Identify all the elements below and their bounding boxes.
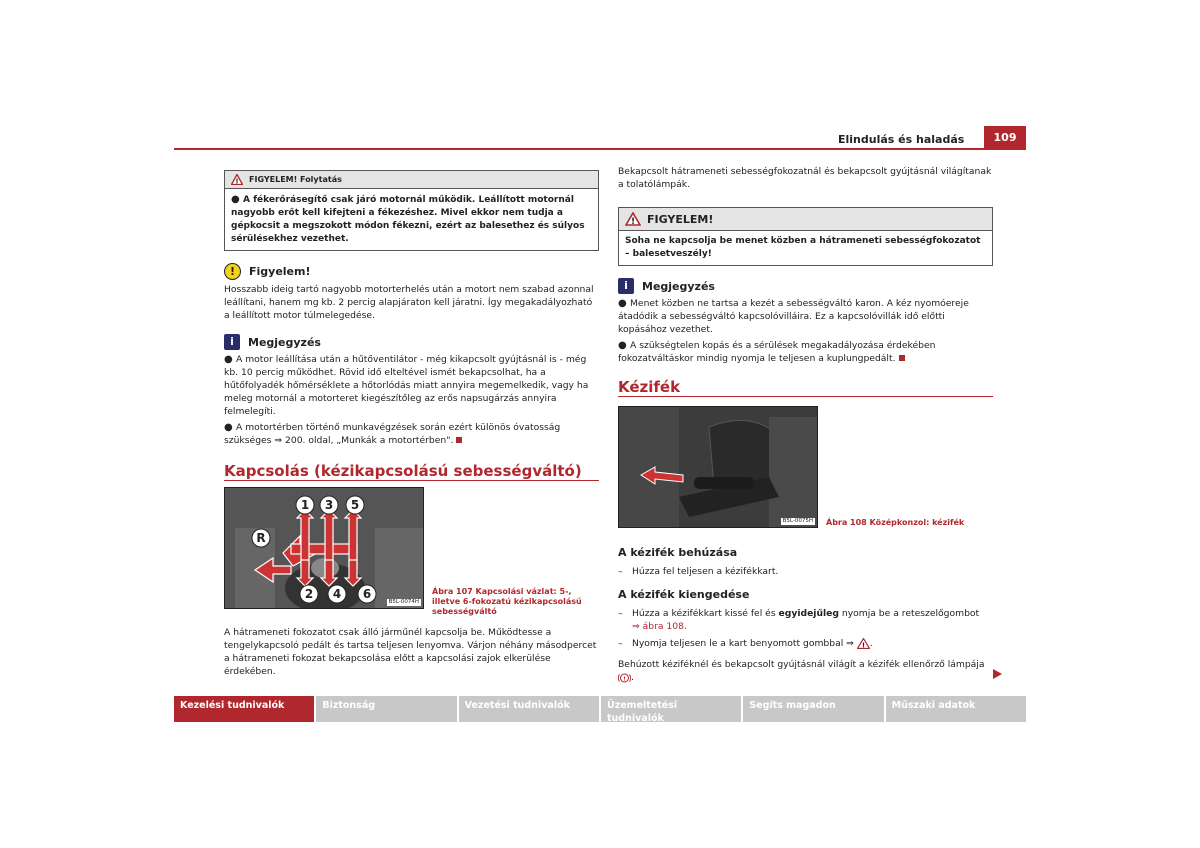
pull-step-1: – Húzza fel teljesen a kézifékkart. bbox=[618, 566, 779, 577]
dash-icon: – bbox=[618, 638, 623, 649]
note-right-bullet-1: ● Menet közben ne tartsa a kezét a sebességváltó karon. A kéz nyomóereje átadódik a sebességváltó kapcsolóvilláira. Ez a kapcsolóvillák idő előtti kopásához vezethet. bbox=[618, 298, 969, 335]
svg-text:!: ! bbox=[235, 177, 239, 185]
note-section-left bbox=[224, 334, 599, 447]
heading-gearshift: Kapcsolás (kézikapcsolású sebességváltó) bbox=[224, 465, 599, 481]
warning-continued-box bbox=[224, 170, 599, 251]
gearshift-paragraph bbox=[224, 626, 599, 681]
dash-icon: – bbox=[618, 566, 623, 577]
left-column bbox=[224, 170, 599, 481]
note-section-right bbox=[618, 278, 993, 365]
warning-continued-title: FIGYELEM! Folytatás bbox=[249, 175, 342, 184]
release-heading: A kézifék kiengedése bbox=[618, 588, 750, 601]
warning-header bbox=[619, 208, 992, 231]
heading-handbrake: Kézifék bbox=[618, 381, 993, 397]
page-number: 109 bbox=[984, 126, 1026, 148]
caution-text: Hosszabb ideig tartó nagyobb motorterhelés után a motort nem szabad azonnal leállítani, hanem mg kb. 2 percig alapjáraton kell járatni. Így megakadályozható a leállított motor túlmelegedése. bbox=[224, 284, 594, 321]
dash-icon: – bbox=[618, 608, 623, 619]
release-step-1: – Húzza a kézifékkart kissé fel és egyidejűleg nyomja be a reteszelőgombot ⇒ ábra 108. bbox=[618, 608, 980, 632]
caution-section bbox=[224, 263, 599, 322]
brake-warning-lamp-icon bbox=[618, 673, 631, 683]
figure-code: B5L-0075H bbox=[782, 518, 813, 524]
handbrake-instructions bbox=[618, 546, 993, 687]
warning-text: Soha ne kapcsolja be menet közben a hátrameneti sebességfokozatot – balesetveszély! bbox=[625, 236, 981, 259]
figure-108-link[interactable]: ⇒ ábra 108. bbox=[632, 621, 687, 632]
caution-icon: ! bbox=[224, 263, 241, 280]
handbrake-illustration bbox=[619, 407, 818, 528]
section-title: Elindulás és haladás bbox=[838, 133, 965, 146]
footer-nav bbox=[174, 696, 1026, 722]
svg-text:!: ! bbox=[630, 217, 636, 226]
bullet-icon: ● bbox=[231, 194, 240, 205]
footer-tab-kezelesi[interactable]: Kezelési tudnivalók bbox=[174, 696, 316, 722]
end-mark-icon bbox=[899, 355, 905, 361]
handbrake-figure bbox=[618, 406, 818, 528]
footer-tab-uzemeltetesi[interactable]: Üzemeltetési tudnivalók bbox=[601, 696, 743, 722]
note-header-right bbox=[618, 278, 993, 294]
figure-107-caption: Ábra 107 Kapcsolási vázlat: 5-, illetve 6-fokozatú kézikapcsolású sebességváltó bbox=[432, 587, 582, 616]
note-title-right: Megjegyzés bbox=[642, 279, 715, 293]
note-left-bullet-2: ● A motortérben történő munkavégzések során ezért különös óvatosság szükséges ⇒ 200. oldal, „Munkák a motortérben". bbox=[224, 422, 561, 446]
warning-continued-header bbox=[225, 171, 598, 189]
warning-triangle-icon[interactable] bbox=[857, 638, 870, 649]
bullet-icon: ● bbox=[224, 354, 233, 365]
svg-text:5: 5 bbox=[350, 498, 360, 512]
svg-text:2: 2 bbox=[304, 587, 314, 601]
note-title-left: Megjegyzés bbox=[248, 335, 321, 349]
warning-continued-text bbox=[225, 189, 598, 250]
note-header-left bbox=[224, 334, 599, 350]
header-rule bbox=[174, 148, 1026, 150]
svg-text:4: 4 bbox=[332, 587, 342, 601]
warning-title: FIGYELEM! bbox=[647, 212, 714, 226]
gear-label-1: 1 bbox=[300, 498, 310, 512]
next-page-arrow-icon[interactable] bbox=[993, 669, 1002, 679]
footer-tab-segits[interactable]: Segíts magadon bbox=[743, 696, 885, 722]
reverse-lights-text: Bekapcsolt hátrameneti sebességfokozatnál és bekapcsolt gyújtásnál világítanak a tolatólámpák. bbox=[618, 166, 992, 190]
warning-box bbox=[618, 207, 993, 266]
release-step-2: – Nyomja teljesen le a kart benyomott gombbal ⇒ ! . bbox=[618, 638, 873, 649]
gearshift-text: A hátrameneti fokozatot csak álló járműnél kapcsolja be. Működtesse a tengelykapcsoló pedált és tartsa teljesen lenyomva. Várjon néhány másodpercet a hátrameneti fokozat bekapcsolása előtt a kapcsolási zajok elkerülése érdekében. bbox=[224, 627, 597, 677]
warning-triangle-icon bbox=[231, 174, 243, 185]
note-left-bullet-1: ● A motor leállítása után a hűtőventilátor - még kikapcsolt gyújtásnál is - még kb. 10 percig működhet. Rövid idő elteltével ismét bekapcsolhat, ha a hűtőfolyadék hőmérséklete a hőtorlódás miatt annyira megemelkedik, vagy ha meleg motornál a motorteret kiegészítőleg az erős napsugárzás annyira felmelegíti. bbox=[224, 354, 589, 417]
handbrake-indicator-text: Behúzott kéziféknél és bekapcsolt gyújtásnál világít a kézifék ellenőrző lámpája ! . bbox=[618, 659, 985, 683]
info-icon: i bbox=[224, 334, 240, 350]
caution-title: Figyelem! bbox=[249, 265, 311, 278]
figure-108-caption: Ábra 108 Középkonzol: kézifék bbox=[826, 518, 965, 527]
right-column bbox=[618, 165, 993, 397]
bullet-icon: ● bbox=[618, 340, 627, 351]
warning-triangle-icon bbox=[625, 212, 641, 226]
svg-text:3: 3 bbox=[324, 498, 334, 512]
footer-tab-biztonsag[interactable]: Biztonság bbox=[316, 696, 458, 722]
info-icon: i bbox=[618, 278, 634, 294]
svg-text:6: 6 bbox=[362, 587, 372, 601]
pull-heading: A kézifék behúzása bbox=[618, 546, 738, 559]
footer-tab-vezetesi[interactable]: Vezetési tudnivalók bbox=[459, 696, 601, 722]
warning-continued-body: A fékerőrásegítő csak járó motornál működik. Leállított motornál nagyobb erőt kell kifejteni a fékezéshez. Mivel ekkor nem tudja a gépkocsit a megszokott módon fékezni, ezért az balesethez és súlyos sérülésekhez vezethet. bbox=[231, 195, 585, 244]
svg-text:!: ! bbox=[861, 641, 865, 649]
svg-text:!: ! bbox=[623, 676, 626, 682]
bullet-icon: ● bbox=[618, 298, 627, 309]
bullet-icon: ● bbox=[224, 422, 233, 433]
caution-header bbox=[224, 263, 599, 280]
figure-code: B5L-0074H bbox=[388, 599, 419, 605]
gearshift-diagram bbox=[225, 488, 424, 609]
end-mark-icon bbox=[456, 437, 462, 443]
gearshift-figure bbox=[224, 487, 424, 609]
note-right-bullet-2: ● A szükségtelen kopás és a sérülések megakadályozása érdekében fokozatváltáskor mindig nyomja le teljesen a kuplungpedált. bbox=[618, 340, 936, 364]
svg-text:R: R bbox=[256, 531, 266, 545]
footer-tab-muszaki[interactable]: Műszaki adatok bbox=[886, 696, 1026, 722]
